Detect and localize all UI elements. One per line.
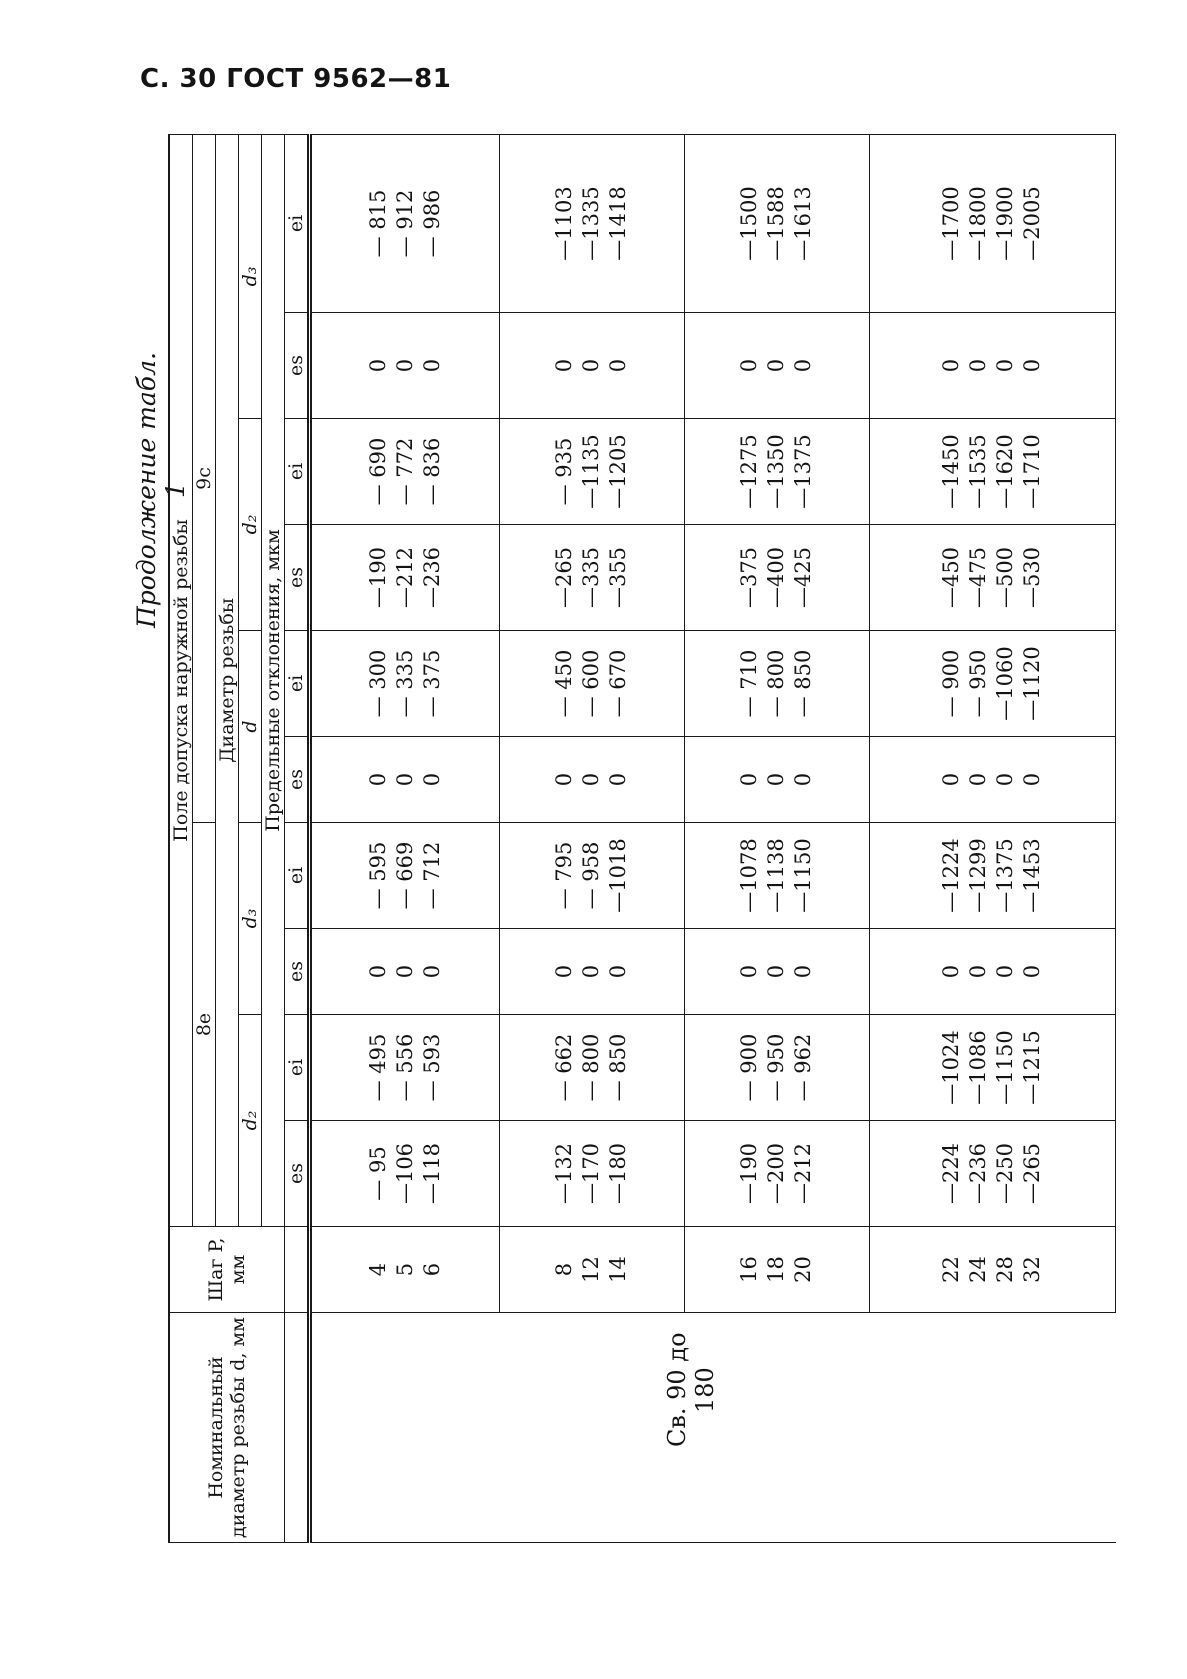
nominal-diameter-header: Номинальный диаметр резьбы d, мм bbox=[169, 1313, 285, 1543]
c9-d-ei-cell: — 900 — 950 —1060 —1120 bbox=[869, 631, 1115, 737]
c9-d-ei-cell: — 450 — 600 — 670 bbox=[499, 631, 684, 737]
c9-d-es-header: es bbox=[285, 737, 310, 823]
c9-d2-es-cell: —265 —335 —355 bbox=[499, 525, 684, 631]
e8-d2-ei-cell: — 900 — 950 — 962 bbox=[684, 1015, 869, 1121]
e8-d2-ei-cell: — 495 — 556 — 593 bbox=[310, 1015, 500, 1121]
deviations-header: Предельные отклонения, мкм bbox=[262, 134, 285, 1226]
e8-d2-ei-header: ei bbox=[285, 1015, 310, 1121]
c9-d-es-cell: 0 0 0 bbox=[310, 737, 500, 823]
c9-d3-es-cell: 0 0 0 bbox=[310, 313, 500, 419]
c9-d3-es-cell: 0 0 0 bbox=[684, 313, 869, 419]
tolerance-table bbox=[168, 134, 1116, 1543]
blank-header-cell bbox=[285, 1227, 310, 1313]
c9-d2-ei-cell: — 690 — 772 — 836 bbox=[310, 419, 500, 525]
e8-d3-header: d₃ bbox=[239, 823, 262, 1015]
c9-d-es-cell: 0 0 0 bbox=[684, 737, 869, 823]
rotated-table-wrapper bbox=[168, 135, 1116, 1543]
e8-d2-ei-cell: —1024 —1086 —1150 —1215 bbox=[869, 1015, 1115, 1121]
e8-d3-es-cell: 0 0 0 bbox=[499, 929, 684, 1015]
c9-d3-es-header: es bbox=[285, 313, 310, 419]
c9-d3-es-cell: 0 0 0 bbox=[499, 313, 684, 419]
e8-d3-es-cell: 0 0 0 bbox=[684, 929, 869, 1015]
pitch-header: Шаг P, мм bbox=[169, 1227, 285, 1313]
blank-header-cell bbox=[285, 1313, 310, 1543]
c9-d3-ei-cell: —1700 —1800 —1900 —2005 bbox=[869, 134, 1115, 312]
e8-d3-ei-cell: — 595 — 669 — 712 bbox=[310, 823, 500, 929]
e8-d2-es-header: es bbox=[285, 1121, 310, 1227]
pitch-cell: 8 12 14 bbox=[499, 1227, 684, 1313]
tolerance-field-header: Поле допуска наружной резьбы bbox=[169, 134, 193, 1226]
c9-d2-ei-cell: —1450 —1535 —1620 —1710 bbox=[869, 419, 1115, 525]
c9-d2-ei-header: ei bbox=[285, 419, 310, 525]
e8-d2-header: d₂ bbox=[239, 1015, 262, 1227]
c9-d2-ei-cell: — 935 —1135 —1205 bbox=[499, 419, 684, 525]
table-caption: Продолжение табл. 1 bbox=[132, 352, 190, 628]
e8-d3-ei-cell: —1078 —1138 —1150 bbox=[684, 823, 869, 929]
e8-d3-ei-header: ei bbox=[285, 823, 310, 929]
c9-d-ei-header: ei bbox=[285, 631, 310, 737]
c9-d3-ei-cell: — 815 — 912 — 986 bbox=[310, 134, 500, 312]
tol-8e-header: 8e bbox=[193, 823, 216, 1227]
c9-d2-es-cell: —190 —212 —236 bbox=[310, 525, 500, 631]
e8-d2-es-cell: —132 —170 —180 bbox=[499, 1121, 684, 1227]
e8-d3-es-header: es bbox=[285, 929, 310, 1015]
c9-d2-es-header: es bbox=[285, 525, 310, 631]
c9-d-es-cell: 0 0 0 bbox=[499, 737, 684, 823]
tol-9c-header: 9c bbox=[193, 134, 216, 822]
pitch-cell: 4 5 6 bbox=[310, 1227, 500, 1313]
e8-d3-ei-cell: — 795 — 958 —1018 bbox=[499, 823, 684, 929]
c9-d-header: d bbox=[239, 631, 262, 823]
c9-d3-ei-header: ei bbox=[285, 134, 310, 312]
e8-d2-es-cell: —224 —236 —250 —265 bbox=[869, 1121, 1115, 1227]
c9-d2-header: d₂ bbox=[239, 419, 262, 631]
c9-d3-ei-cell: —1103 —1335 —1418 bbox=[499, 134, 684, 312]
c9-d3-es-cell: 0 0 0 0 bbox=[869, 313, 1115, 419]
e8-d2-ei-cell: — 662 — 800 — 850 bbox=[499, 1015, 684, 1121]
diameter-header: Диаметр резьбы bbox=[216, 134, 239, 1226]
pitch-cell: 16 18 20 bbox=[684, 1227, 869, 1313]
c9-d-ei-cell: — 300 — 335 — 375 bbox=[310, 631, 500, 737]
diameter-range-label: Св. 90 до 180 bbox=[663, 1332, 719, 1448]
e8-d3-es-cell: 0 0 0 bbox=[310, 929, 500, 1015]
c9-d2-es-cell: —375 —400 —425 bbox=[684, 525, 869, 631]
pitch-cell: 22 24 28 32 bbox=[869, 1227, 1115, 1313]
c9-d-ei-cell: — 710 — 800 — 850 bbox=[684, 631, 869, 737]
e8-d2-es-cell: —190 —200 —212 bbox=[684, 1121, 869, 1227]
c9-d3-header: d₃ bbox=[239, 134, 262, 418]
page-header: С. 30 ГОСТ 9562—81 bbox=[140, 64, 452, 94]
table-row bbox=[310, 134, 500, 1542]
c9-d2-ei-cell: —1275 —1350 —1375 bbox=[684, 419, 869, 525]
e8-d3-ei-cell: —1224 —1299 —1375 —1453 bbox=[869, 823, 1115, 929]
e8-d3-es-cell: 0 0 0 0 bbox=[869, 929, 1115, 1015]
c9-d2-es-cell: —450 —475 —500 —530 bbox=[869, 525, 1115, 631]
e8-d2-es-cell: — 95 —106 —118 bbox=[310, 1121, 500, 1227]
c9-d3-ei-cell: —1500 —1588 —1613 bbox=[684, 134, 869, 312]
c9-d-es-cell: 0 0 0 0 bbox=[869, 737, 1115, 823]
